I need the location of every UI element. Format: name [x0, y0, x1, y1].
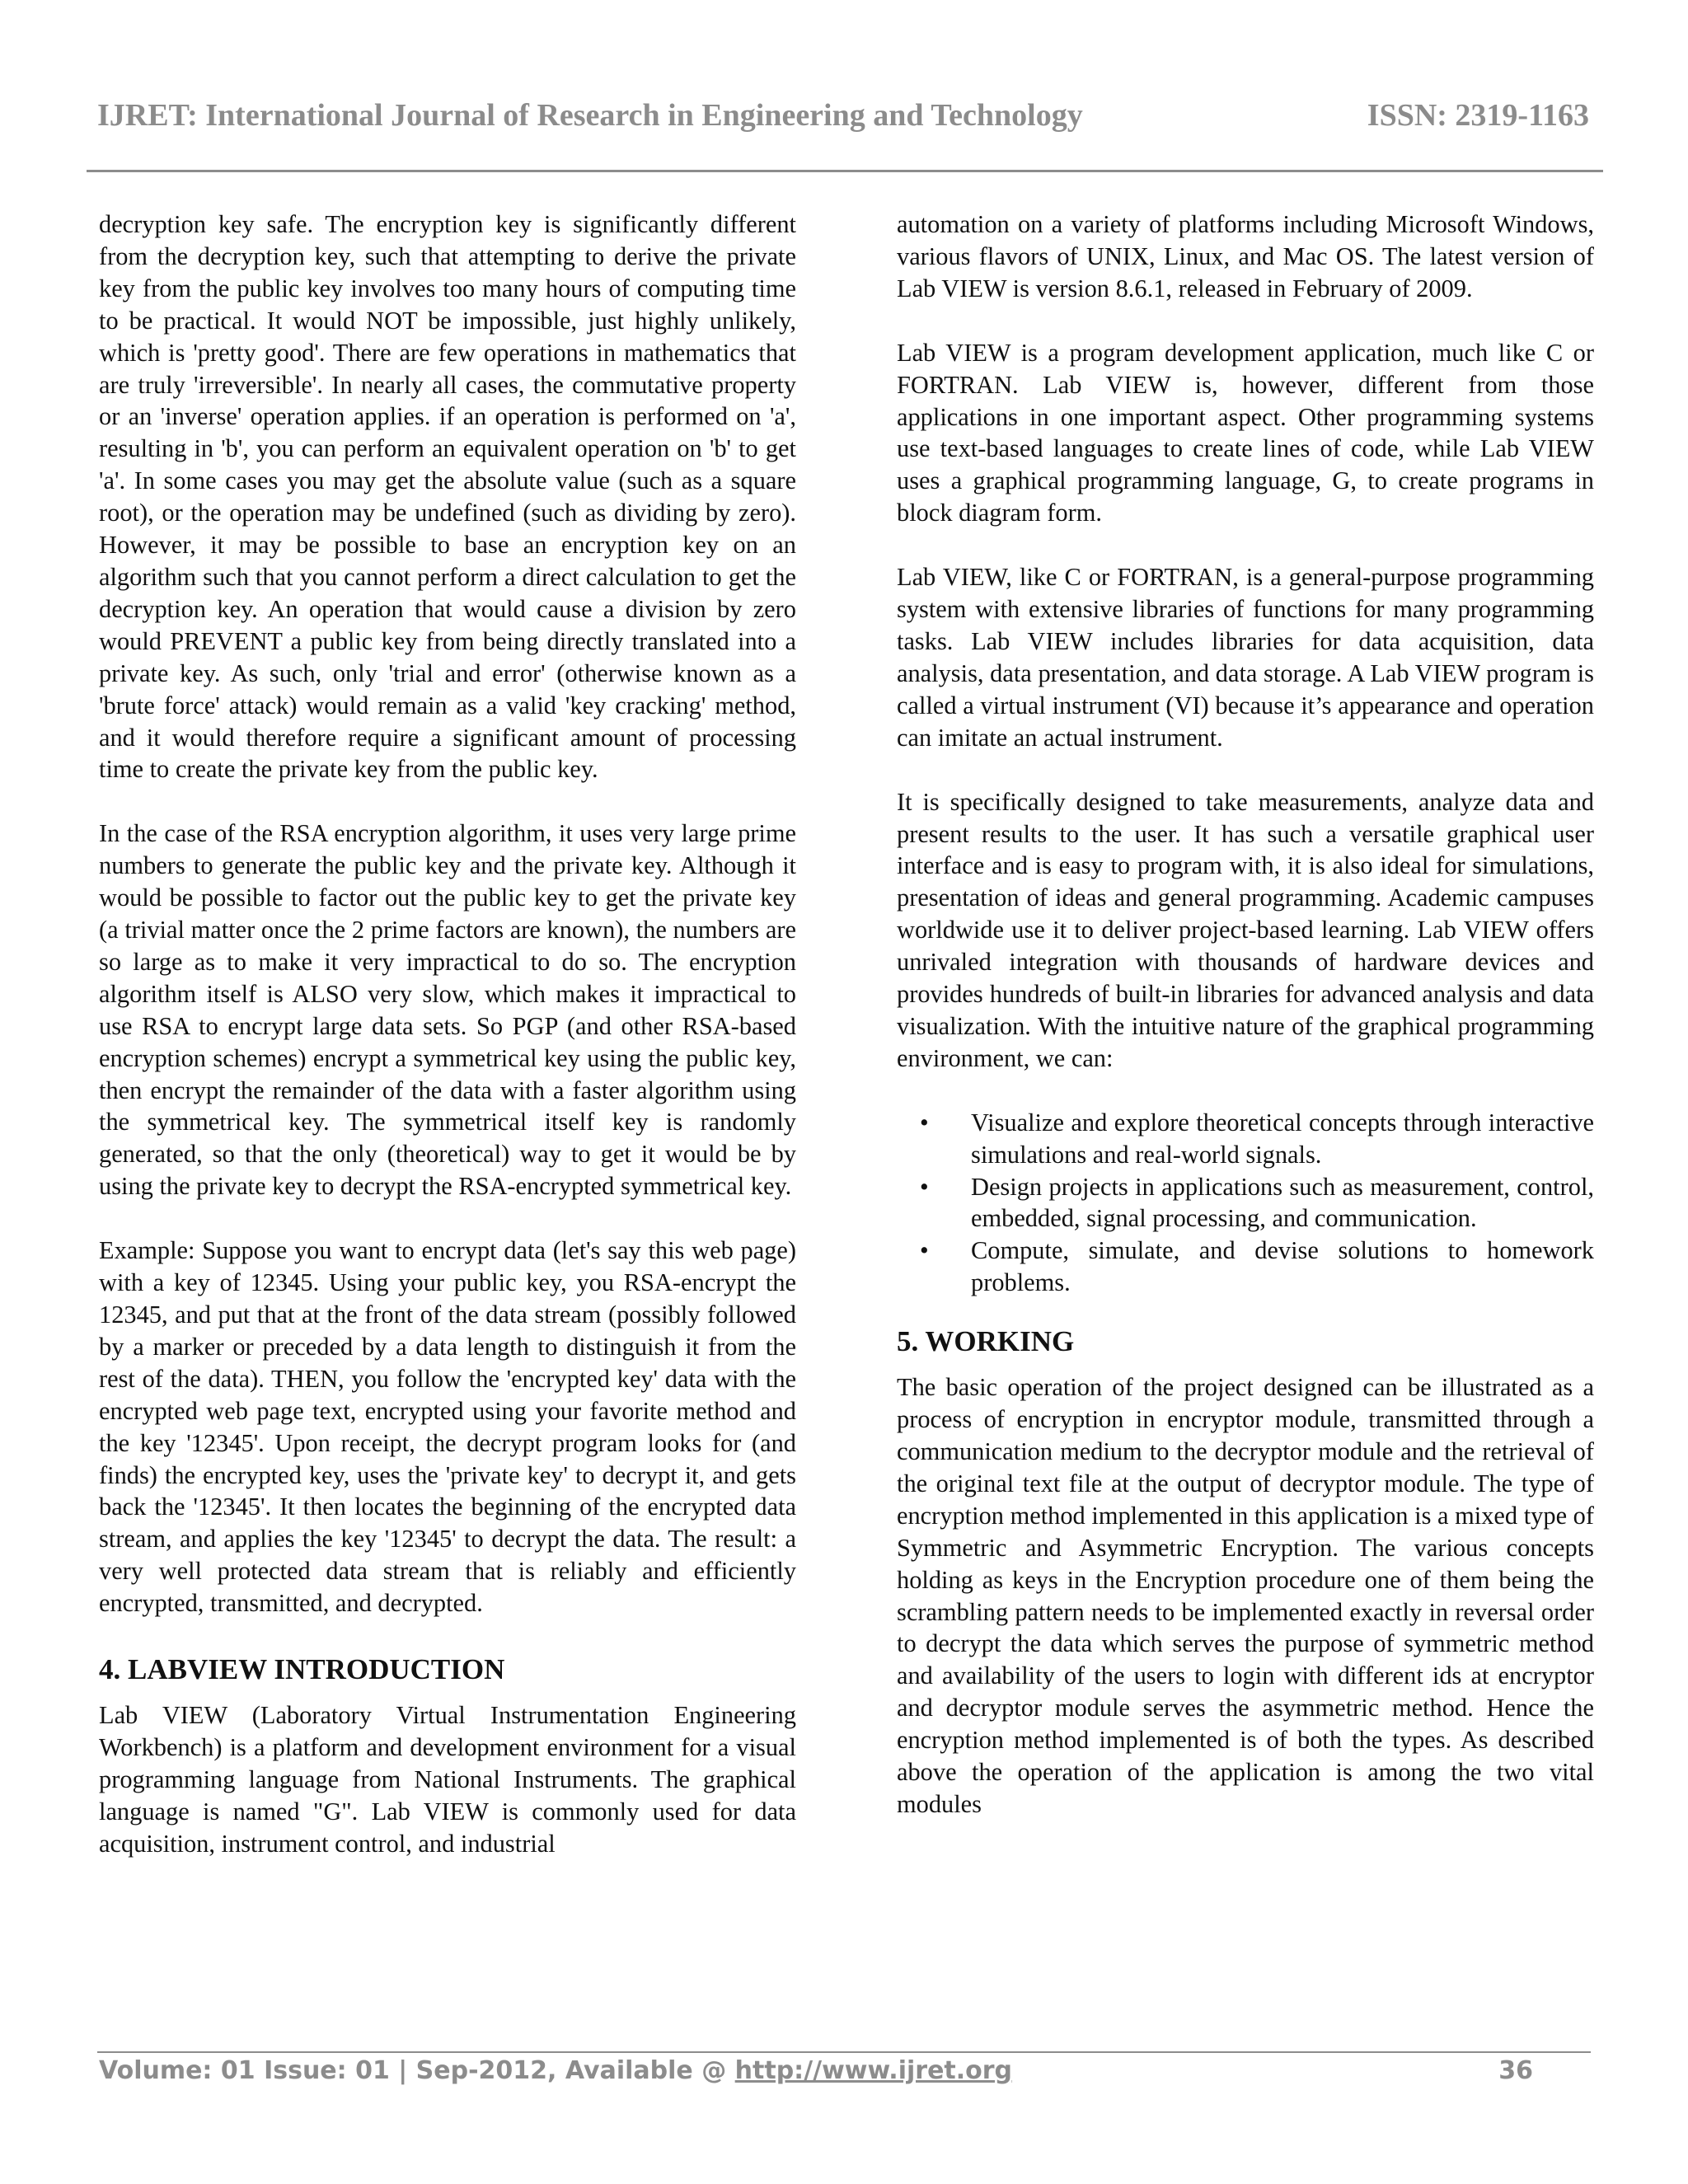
bullet-list — [897, 1107, 1594, 1299]
list-item: • Design projects in applications such as measurement, control, embedded, signal processing, and communication. — [897, 1171, 1594, 1235]
section-heading-working: 5. WORKING — [897, 1325, 1075, 1358]
body-paragraph: Example: Suppose you want to encrypt data (let's say this web page) with a key of 12345. Using your public key, you RSA-encrypt the 12345, and put that at the front of the data stream (possibly followed by a marker or preceded by a data length to distinguish it from the rest of the data). THEN, you follow the 'encrypted key' data with the encrypted web page text, encrypted using your favorite method and the key '12345'. Upon receipt, the decrypt program looks for (and finds) the encrypted key, uses the 'private key' to decrypt it, and gets back the '12345'. It then locates the beginning of the encrypted data stream, and applies the key '12345' to decrypt the data. The result: a very well protected data stream that is reliably and efficiently encrypted, transmitted, and decrypted. — [99, 1236, 796, 1618]
body-paragraph: Lab VIEW (Laboratory Virtual Instrumentation Engineering Workbench) is a platform and development environment for a visual programming language from National Instruments. The graphical language is named "G". Lab VIEW is commonly used for data acquisition, instrument control, and industrial — [99, 1701, 796, 1858]
body-paragraph: Lab VIEW, like C or FORTRAN, is a general-purpose programming system with extensive libraries of functions for many programming tasks. Lab VIEW includes libraries for data acquisition, data analysis, data presentation, and data storage. A Lab VIEW program is called a virtual instrument (VI) because it’s appearance and operation can imitate an actual instrument. — [897, 563, 1594, 752]
section-heading-labview: 4. LABVIEW INTRODUCTION — [99, 1653, 505, 1686]
issn-label: ISSN: 2319-1163 — [1367, 98, 1589, 133]
left-column — [99, 209, 796, 1860]
body-paragraph: decryption key safe. The encryption key is significantly different from the decryption key, such that attempting to derive the private key from the public key involves too many hours of computing time to be practical. It would NOT be impossible, just highly unlikely, which is 'pretty good'. There are few operations in mathematics that are truly 'irreversible'. In nearly all cases, the commutative property or an 'inverse' operation applies. if an operation is performed on 'a', resulting in 'b', you can perform an equivalent operation on 'b' to get 'a'. In some cases you may get the absolute value (such as a square root), or the operation may be undefined (such as dividing by zero). However, it may be possible to base an encryption key on an algorithm such that you cannot perform a direct calculation to get the decryption key. An operation that would cause a division by zero would PREVENT a public key from being directly translated into a private key. As such, only 'trial and error' (otherwise known as a 'brute force' attack) would remain as a valid 'key cracking' method, and it would therefore require a significant amount of processing time to create the private key from the public key. — [99, 210, 796, 784]
body-paragraph: In the case of the RSA encryption algorithm, it uses very large prime numbers to generate the public key and the private key. Although it would be possible to factor out the public key to get the private key (a trivial matter once the 2 prime factors are known), the numbers are so large as to make it very impractical to do so. The encryption algorithm itself is ALSO very slow, which makes it impractical to use RSA to encrypt large data sets. So PGP (and other RSA-based encryption schemes) encrypt a symmetrical key using the public key, then encrypt the remainder of the data with a faster algorithm using the symmetrical key. The symmetrical itself key is randomly generated, so that the only (theoretical) way to get it would be by using the private key to decrypt the RSA-encrypted symmetrical key. — [99, 819, 796, 1201]
running-header — [97, 97, 1589, 147]
body-paragraph: Lab VIEW is a program development application, much like C or FORTRAN. Lab VIEW is, however, different from those applications in one important aspect. Other programming systems use text-based languages to create lines of code, while Lab VIEW uses a graphical programming language, G, to create programs in block diagram form. — [897, 338, 1594, 527]
journal-title: IJRET: International Journal of Research in Engineering and Technology — [97, 98, 1083, 133]
body-paragraph: It is specifically designed to take measurements, analyze data and present results to the user. It has such a versatile graphical user interface and is easy to program with, it is also ideal for simulations, presentation of ideas and general programming. Academic campuses worldwide use it to deliver project-based learning. Lab VIEW offers unrivaled integration with thousands of hardware devices and provides hundreds of built-in libraries for advanced analysis and data visualization. With the intuitive nature of the graphical programming environment, we can: — [897, 787, 1594, 1072]
footer-divider — [97, 2051, 1591, 2053]
header-divider — [87, 170, 1603, 172]
body-paragraph: The basic operation of the project designed can be illustrated as a process of encryption in encryptor module, transmitted through a communication medium to the decryptor module and the retrieval of the original text file at the output of decryptor module. The type of encryption method implemented in this application is a mixed type of Symmetric and Asymmetric Encryption. The various concepts holding as keys in the Encryption procedure one of them being the scrambling pattern needs to be implemented exactly in reversal order to decrypt the data which serves the purpose of symmetric method and availability of the users to login with different ids at encryptor and decryptor module serves the asymmetric method. Hence the encryption method implemented is of both the types. As described above the operation of the application is among the two vital modules — [897, 1373, 1594, 1818]
list-item: • Visualize and explore theoretical concepts through interactive simulations and real-world signals. — [897, 1107, 1594, 1171]
volume-text: Volume: 01 Issue: 01 | Sep-2012, Available @ — [99, 2056, 735, 2085]
running-footer — [99, 2056, 1533, 2097]
journal-link[interactable]: http://www.ijret.org — [734, 2056, 1013, 2085]
body-paragraph: automation on a variety of platforms including Microsoft Windows, various flavors of UNIX, Linux, and Mac OS. The latest version of Lab VIEW is version 8.6.1, released in February of 2009. — [897, 210, 1594, 302]
page-number: 36 — [1498, 2056, 1533, 2085]
volume-info — [99, 2056, 1012, 2085]
right-column — [897, 209, 1594, 1821]
list-item: • Compute, simulate, and devise solutions to homework problems. — [897, 1235, 1594, 1299]
